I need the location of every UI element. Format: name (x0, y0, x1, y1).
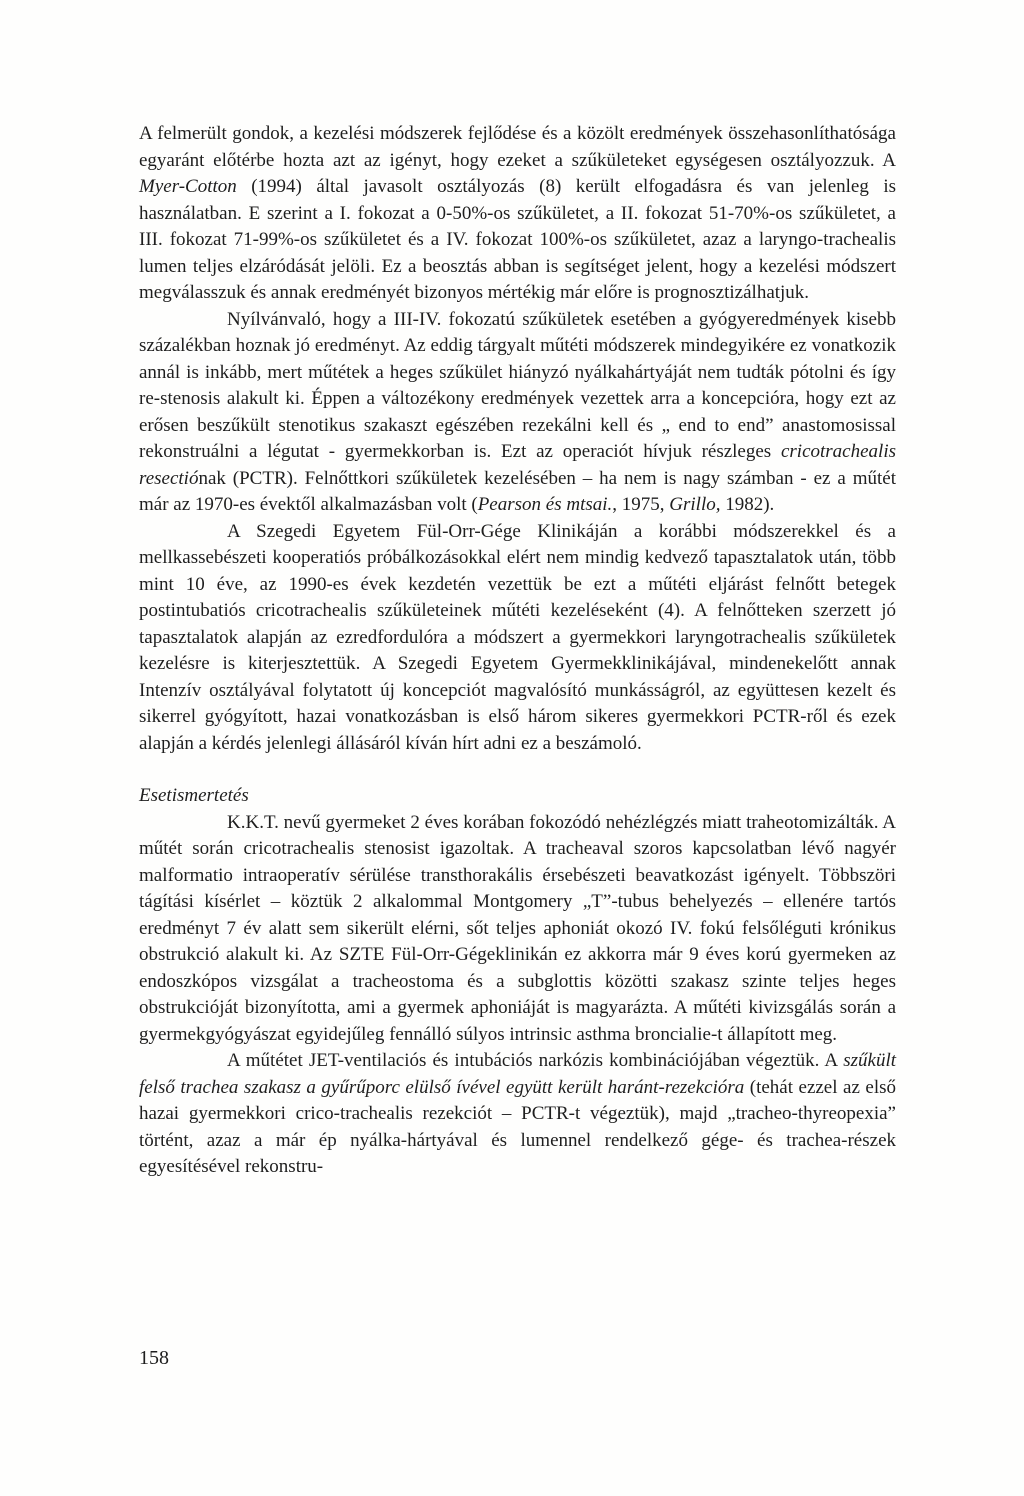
case-paragraphs (139, 810, 896, 1181)
intro-paragraphs (139, 121, 896, 757)
text-run: K.K.T. nevű gyermeket 2 éves korában fokozódó nehézlégzés miatt traheotomizálták. A műtét során cricotrachealis stenosist igazoltak. A tracheaval szoros kapcsolatban lévő nagyér malformatio intraoperatív sérülése transthorakális érsebészeti beavatkozást igényelt. Többszöri tágítási kísérlet – köztük 2 alkalommal Montgomery „T”-tubus behelyezés – ellenére tartós eredményt 7 év alatt sem sikerült elérni, sőt teljes aphoniát okozó IV. fokú felsőléguti krónikus obstrukció alakult ki. Az SZTE Fül-Orr-Gégeklinikán ez akkorra már 9 éves korú gyermeken az endoszkópos vizsgálat a tracheostoma és a subglottis közötti szakasz szinte teljes heges obstrukcióját bizonyította, ami a gyermek aphoniáját is magyarázta. A műtéti kivizsgálás során a gyermekgyógyászat egyidejűleg fennálló súlyos intrinsic asthma broncialie-t állapított meg. (139, 811, 896, 1045)
paragraph (139, 121, 896, 307)
text-run: nak (PCTR). Felnőttkori szűkületek kezelésében – ha nem is nagy számban - ez a műtét már az 1970-es évektől alkalmazásban volt ( (139, 467, 896, 515)
text-run: A Szegedi Egyetem Fül-Orr-Gége Klinikáján a korábbi módszerekkel és a mellkassebészeti kooperatiós próbálkozásokkal elért nem mindig kedvező tapasztalatok után, több mint 10 éve, az 1990-es évek kezdetén vezettük be ezt a műtéti eljárást felnőtt betegek postintubatiós cricotrachealis szűkületeinek műtéti kezeléseként (4). A felnőtteken szerzett jó tapasztalatok alapján az ezredfordulóra a módszert a gyermekkori laryngotrachealis szűkületek kezelésre is kiterjesztettük. A Szegedi Egyetem Gyermekklinikájával, mindenekelőtt annak Intenzív osztályával folytatott új koncepciót magvalósító munkásságról, az együttesen kezelt és sikerrel gyógyított, hazai vonatkozásban is első három sikeres gyermekkori PCTR-ről és ezek alapján a kérdés jelenlegi állásáról kíván hírt adni ez a beszámoló. (139, 520, 896, 754)
text-run: 1982). (720, 494, 775, 515)
paragraph (139, 519, 896, 758)
italic-text: Grillo, (669, 494, 721, 515)
text-run: Nyílvánvaló, hogy a III-IV. fokozatú szűkületek esetében a gyógyeredmények kisebb százalékban hoznak jó eredményt. Az eddig tárgyalt műtéti módszerek mindegyikére ez vonatkozik annál is inkább, mert műtétek a heges szűkület hiányzó nyálkahártyáját nem tudták pótolni és így re-stenosis alakult ki. Éppen a változékony eredmények vezettek arra a koncepcióra, hogy ezt az erősen beszűkült stenotikus szakaszt egészében rezekálni kell és „ end to end” anastomosissal rekonstruálni a légutat - gyermekkorban is. Ezt az operaciót hívjuk részleges (139, 308, 896, 462)
section-heading: Esetismertetés (139, 785, 249, 806)
italic-text: szűkült felső trachea szakasz a gyűrűporc elülső ívével együtt került haránt-rezekcióra (139, 1050, 896, 1098)
page-number: 158 (139, 1347, 169, 1369)
body-text (139, 121, 896, 1181)
paragraph (139, 810, 896, 1049)
text-run: A műtétet JET-ventilaciós és intubációs narkózis kombinációjában végeztük. A (227, 1050, 844, 1071)
italic-text: Myer-Cotton (139, 176, 237, 197)
text-run: (tehát ezzel az első hazai gyermekkori crico-trachealis rezekciót – PCTR-t végeztük), majd „tracheo-thyreopexia” történt, azaz a már ép nyálka-hártyával és lumennel rendelkező gége- és trachea-részek egyesítésével rekonstru- (139, 1076, 896, 1177)
text-run: , 1975, (612, 494, 670, 515)
paragraph (139, 307, 896, 519)
paragraph (139, 1048, 896, 1181)
italic-text: Pearson és mtsai. (477, 494, 613, 515)
section-spacer (139, 757, 896, 783)
text-run: (1994) által javasolt osztályozás (8) került elfogadásra és van jelenleg is használatban. E szerint a I. fokozat a 0-50%-os szűkületet, a II. fokozat 51-70%-os szűkületet, a III. fokozat 71-99%-os szűkületet és a IV. fokozat 100%-os szűkületet, azaz a laryngo-trachealis lumen teljes elzáródását jelöli. Ez a beosztás abban is segítséget jelent, hogy a kezelési módszert megválasszuk és annak eredményét bizonyos mértékig már előre is prognosztizálhatjuk. (139, 176, 896, 303)
text-run: A felmerült gondok, a kezelési módszerek fejlődése és a közölt eredmények összehasonlíthatósága egyaránt előtérbe hozta azt az igényt, hogy ezeket a szűkületeket egységesen osztályozzuk. A (139, 123, 896, 171)
italic-text: cricotrachealis resectió (139, 441, 896, 489)
